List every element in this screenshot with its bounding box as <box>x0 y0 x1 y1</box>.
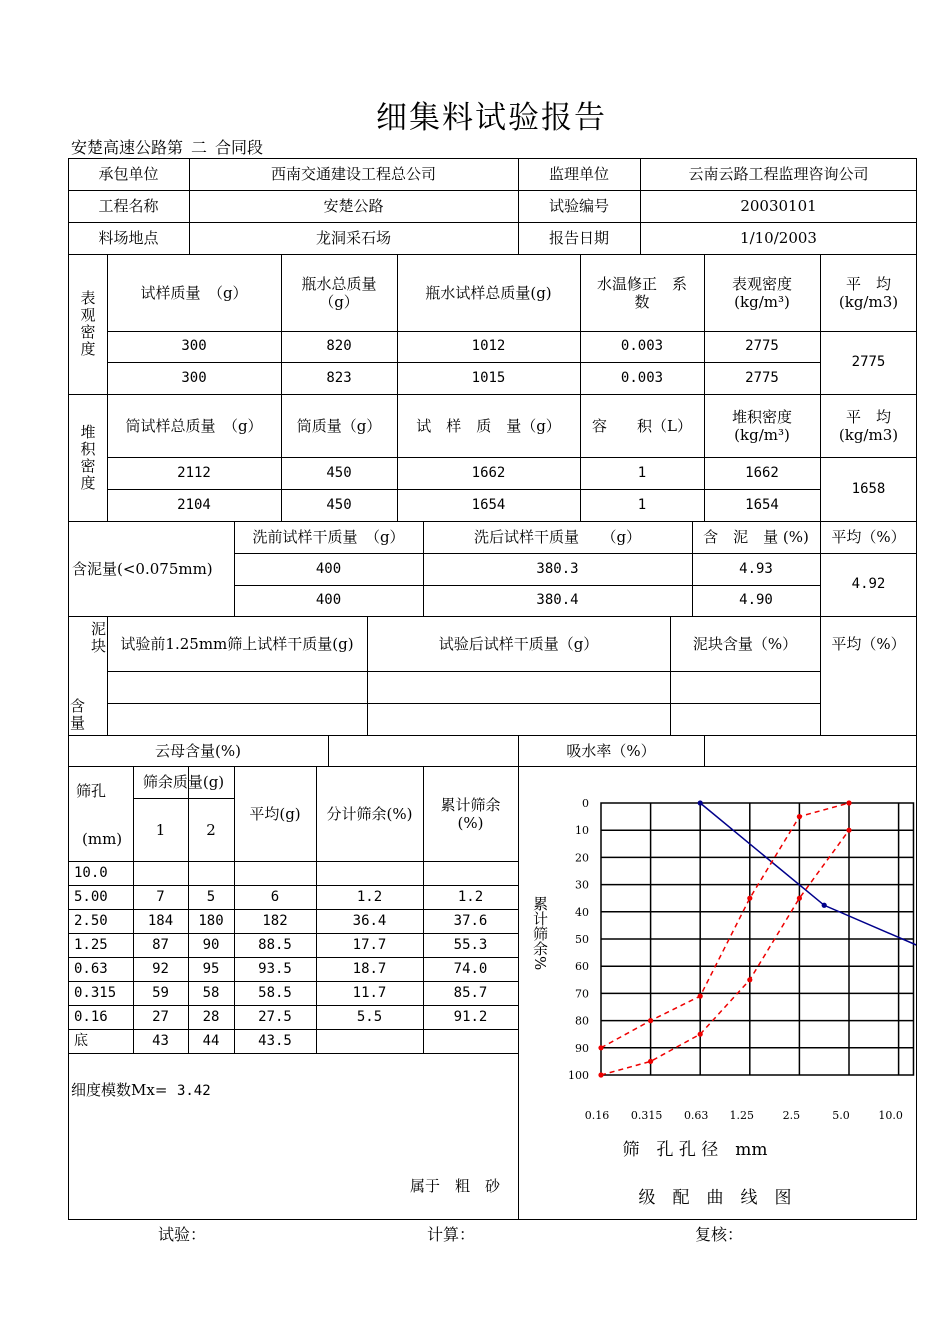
column-header: 水温修正 系 数 <box>596 274 703 311</box>
data-cell: 1 <box>637 496 647 513</box>
sieve-cell: 6 <box>270 888 280 905</box>
sieve-cell: 87 <box>152 936 169 953</box>
data-cell: 2112 <box>177 464 211 481</box>
info-key: 工程名称 <box>98 197 159 215</box>
sieve-cell: 58 <box>202 984 220 1001</box>
data-point-lower <box>698 1032 703 1037</box>
column-header: 试 样 质 量（g） <box>416 416 561 435</box>
sieve-cell: 92 <box>152 960 169 977</box>
info-key: 监理单位 <box>548 165 609 183</box>
contract-prefix: 安楚高速公路第 <box>71 138 184 157</box>
sieve-cell <box>133 861 188 885</box>
x-tick-label: 0.63 <box>683 1109 709 1122</box>
y-tick-label: 80 <box>575 1014 589 1028</box>
sieve-cell: 1.25 <box>74 936 108 953</box>
data-cell: 1654 <box>745 496 779 513</box>
data-cell: 1662 <box>471 464 506 481</box>
sieve-cell: 55.3 <box>453 936 488 953</box>
chart-title: 级 配 曲 线 图 <box>638 1188 792 1208</box>
sieve-cell: 28 <box>202 1008 220 1025</box>
sieve-cell <box>423 861 518 885</box>
sieve-cell: 93.5 <box>258 960 292 977</box>
column-header: 试验前1.25mm筛上试样干质量(g) <box>120 634 354 653</box>
sieve-cell: 59 <box>152 984 169 1001</box>
sieve-cell: 底 <box>74 1032 88 1049</box>
fineness-label: 细度模数Mx= <box>71 1081 168 1099</box>
data-point-upper <box>698 994 703 999</box>
column-header: 平均（%） <box>831 528 906 546</box>
column-header: 洗前试样干质量 （g） <box>252 528 405 546</box>
info-key: 报告日期 <box>548 229 609 247</box>
data-cell: 1662 <box>745 464 779 481</box>
sieve-cell <box>316 861 423 885</box>
average-value: 4.92 <box>851 576 886 593</box>
info-value: 安楚公路 <box>323 197 384 215</box>
sieve-cell: 2.50 <box>74 912 108 929</box>
sieve-cell: 10.0 <box>74 864 108 881</box>
sieve-header: 分计筛余(%) <box>326 804 413 823</box>
column-header: 平均（%） <box>831 634 906 653</box>
y-tick-label: 10 <box>575 824 589 838</box>
data-cell: 450 <box>326 464 352 481</box>
series-line-upper <box>601 803 849 1048</box>
section-label: 含量 <box>68 698 86 732</box>
chart-grid <box>601 803 913 1075</box>
sieve-header: 平均(g) <box>249 804 301 823</box>
sign-test: 试验： <box>158 1225 207 1244</box>
sieve-header: 累计筛余(%) <box>440 795 501 832</box>
sieve-cell: 0.16 <box>74 1008 108 1025</box>
x-tick-label: 2.5 <box>782 1109 801 1122</box>
sieve-cell: 7 <box>156 888 165 905</box>
sieve-cell: 0.315 <box>74 984 117 1001</box>
sieve-cell: 74.0 <box>453 960 488 977</box>
data-point-upper <box>648 1018 653 1023</box>
h-rule <box>68 1053 518 1054</box>
h-rule <box>107 671 820 672</box>
sieve-header: 2 <box>206 820 216 839</box>
y-tick-label: 100 <box>568 1069 589 1082</box>
column-header: 平 均(kg/m3) <box>838 274 899 311</box>
x-tick-label: 10.0 <box>878 1109 903 1122</box>
data-cell: 823 <box>326 369 352 386</box>
info-value: 1/10/2003 <box>740 229 817 247</box>
data-point-upper <box>598 1045 603 1050</box>
data-cell: 0.003 <box>620 338 664 355</box>
column-header: 试样质量 （g） <box>140 283 248 302</box>
section-label: 堆积密度 <box>78 423 97 492</box>
data-point-upper <box>846 800 851 805</box>
data-cell: 1012 <box>471 338 506 355</box>
y-tick-label: 20 <box>575 851 589 865</box>
water-label: 吸水率（%） <box>566 741 656 760</box>
sieve-cell: 36.4 <box>352 912 387 929</box>
mica-label: 云母含量(%) <box>155 741 241 760</box>
sieve-cell: 5 <box>206 888 216 905</box>
sieve-cell: 85.7 <box>453 984 488 1001</box>
sieve-cell: 88.5 <box>258 936 292 953</box>
y-tick-label: 40 <box>575 905 589 919</box>
sieve-header: 1 <box>155 820 166 839</box>
y-tick-label: 50 <box>575 933 589 946</box>
sign-review: 复核： <box>695 1225 744 1244</box>
y-tick-labels <box>568 797 589 1082</box>
sieve-cell: 27 <box>152 1008 169 1025</box>
sign-calc: 计算： <box>427 1225 476 1244</box>
x-tick-labels <box>585 1109 903 1122</box>
sand-class: 属于 粗 砂 <box>410 1177 501 1195</box>
sieve-cell: 43.5 <box>258 1032 292 1049</box>
column-header: 平 均(kg/m3) <box>838 407 899 444</box>
sieve-cell <box>423 1029 518 1053</box>
data-cell: 400 <box>315 592 342 609</box>
info-key: 试验编号 <box>548 197 609 215</box>
column-header: 筒质量（g） <box>296 416 382 435</box>
series-line-lower <box>601 830 849 1075</box>
y-tick-label: 30 <box>575 878 589 892</box>
data-cell: 1654 <box>471 496 506 513</box>
sieve-cell <box>188 861 234 885</box>
sieve-header: 筛余质量(g) <box>142 773 225 791</box>
data-point-upper <box>797 814 802 819</box>
data-cell: 2775 <box>745 369 779 386</box>
sieve-cell: 17.7 <box>352 936 387 953</box>
data-cell: 2104 <box>177 496 211 513</box>
info-key: 承包单位 <box>98 165 159 183</box>
x-tick-label: 5.0 <box>832 1109 850 1122</box>
y-tick-label: 70 <box>575 987 589 1001</box>
data-point-lower <box>648 1059 653 1064</box>
sieve-cell: 182 <box>262 912 288 929</box>
sieve-header: 筛孔 <box>76 782 107 800</box>
data-point-lower <box>747 977 752 982</box>
fineness-value: 3.42 <box>176 1083 211 1099</box>
sieve-cell: 0.63 <box>74 960 108 977</box>
sieve-cell <box>234 861 316 885</box>
data-cell: 1 <box>637 464 647 481</box>
column-header: 堆积密度(kg/m³) <box>731 407 792 444</box>
data-cell: 380.4 <box>536 592 579 609</box>
data-cell: 380.3 <box>536 560 579 577</box>
data-cell: 300 <box>181 338 207 355</box>
info-key: 料场地点 <box>98 229 159 247</box>
column-header: 瓶水试样总质量(g) <box>425 283 552 302</box>
column-header: 容 积（L） <box>592 416 692 435</box>
data-cell: 2775 <box>745 338 779 355</box>
data-point-actual <box>822 903 827 908</box>
sieve-cell: 58.5 <box>258 984 292 1001</box>
info-value: 云南云路工程监理咨询公司 <box>688 165 869 183</box>
data-cell: 1015 <box>471 369 506 386</box>
sieve-cell: 43 <box>152 1032 169 1049</box>
data-cell: 0.003 <box>620 369 664 386</box>
y-tick-label: 60 <box>575 960 589 974</box>
column-header: 洗后试样干质量 （g） <box>473 528 642 546</box>
average-value: 2775 <box>851 354 886 371</box>
info-value: 西南交通建设工程总公司 <box>270 165 436 183</box>
sieve-cell: 18.7 <box>352 960 387 977</box>
gradation-chart <box>520 766 916 1218</box>
data-point-upper <box>747 896 752 901</box>
fineness-modulus <box>71 1079 211 1100</box>
column-header: 表观密度(kg/m³) <box>731 274 792 311</box>
sieve-cell: 184 <box>147 912 174 929</box>
sieve-cell: 1.2 <box>356 888 383 905</box>
data-cell: 820 <box>326 338 352 355</box>
column-header: 含 泥 量 (%) <box>703 528 809 546</box>
sieve-cell: 91.2 <box>453 1008 488 1025</box>
sieve-cell <box>316 1029 423 1053</box>
y-tick-label: 0 <box>582 797 589 810</box>
column-header: 筒试样总质量 （g） <box>125 416 263 435</box>
v-rule <box>518 766 519 1220</box>
water-value <box>704 735 917 766</box>
x-axis-label: 筛 孔 孔 径 mm <box>622 1140 768 1160</box>
column-header: 泥块含量（%） <box>692 634 798 653</box>
info-value: 龙洞采石场 <box>315 229 391 247</box>
sieve-cell: 95 <box>202 960 220 977</box>
section-label: 含泥量(<0.075mm) <box>72 559 213 578</box>
x-tick-label: 0.16 <box>584 1109 610 1122</box>
y-axis-label: 累计筛余% <box>531 896 549 971</box>
mica-value <box>328 735 518 766</box>
sieve-cell: 1.2 <box>457 888 484 905</box>
data-cell: 4.93 <box>739 560 773 577</box>
info-value: 20030101 <box>740 197 817 215</box>
sieve-cell: 44 <box>202 1032 220 1049</box>
data-cell: 450 <box>326 496 352 513</box>
y-tick-label: 90 <box>575 1041 589 1055</box>
data-point-actual <box>698 800 703 805</box>
sieve-header: (mm) <box>82 829 123 848</box>
report-title: 细集料试验报告 <box>376 100 607 136</box>
data-cell: 400 <box>315 560 342 577</box>
contract-suffix: 合同段 <box>215 138 264 157</box>
section-label: 泥块 <box>89 621 107 655</box>
data-cell: 4.90 <box>739 592 773 609</box>
contract-line <box>71 135 263 159</box>
sieve-cell: 90 <box>202 936 220 953</box>
column-header: 试验后试样干质量（g） <box>438 634 599 653</box>
data-point-lower <box>598 1072 603 1077</box>
data-point-lower <box>846 828 851 833</box>
sieve-cell: 37.6 <box>453 912 488 929</box>
sieve-cell: 5.00 <box>74 888 108 905</box>
data-cell: 300 <box>181 369 207 386</box>
column-header: 瓶水总质量（g） <box>301 274 377 311</box>
sieve-cell: 27.5 <box>258 1008 292 1025</box>
contract-number: 二 <box>183 135 215 159</box>
average-value: 1658 <box>851 480 886 497</box>
sieve-cell: 11.7 <box>352 984 387 1001</box>
h-rule <box>107 703 820 704</box>
section-label: 表观密度 <box>78 290 97 358</box>
sieve-cell: 180 <box>198 912 224 929</box>
x-tick-label: 1.25 <box>729 1109 755 1122</box>
sieve-cell: 5.5 <box>356 1008 383 1025</box>
data-point-lower <box>797 896 802 901</box>
x-tick-label: 0.315 <box>630 1109 663 1122</box>
